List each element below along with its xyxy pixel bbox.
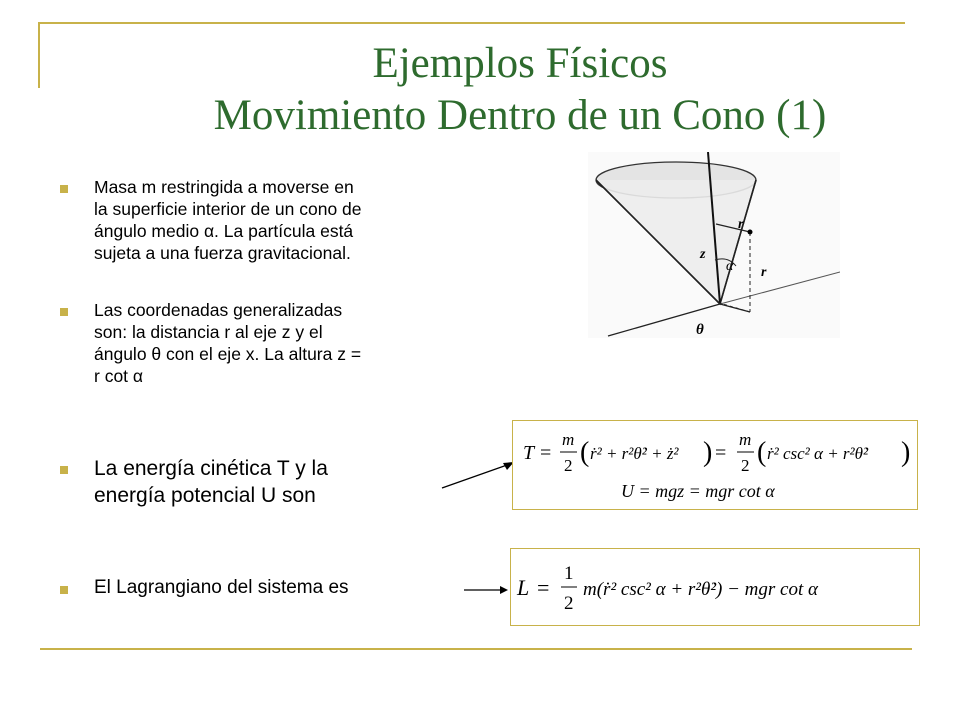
svg-text:(: ( <box>757 437 767 468</box>
kinetic-lhs: T <box>523 442 535 464</box>
bullet-line: ángulo medio α. La partícula está <box>94 221 354 241</box>
kinetic-2: 2 <box>564 456 573 475</box>
top-rule <box>40 22 905 24</box>
lagrangian-equation-box <box>510 548 920 626</box>
slide-title <box>100 38 940 142</box>
svg-text:=: = <box>537 575 550 600</box>
bullet-line: la superficie interior de un cono de <box>94 199 362 219</box>
energy-equation-box <box>512 420 918 510</box>
bullet-marker <box>60 185 68 193</box>
figure-label-z: z <box>700 247 706 262</box>
kinetic-energy-equation <box>513 421 917 509</box>
potential-equation: U = mgz = mgr cot α <box>621 481 775 501</box>
svg-text:): ) <box>703 437 713 468</box>
svg-text:m: m <box>739 430 752 449</box>
bullet-line: La energía cinética T y la <box>94 457 328 480</box>
bullet-line: energía potencial U son <box>94 484 316 507</box>
figure-label-theta: θ <box>696 322 704 338</box>
lagrangian-2: 2 <box>564 593 574 614</box>
bullet-line: Masa m restringida a moverse en <box>94 177 354 197</box>
arrow-to-lagrangian <box>462 580 510 598</box>
bullet-line: son: la distancia r al eje z y el <box>94 322 323 342</box>
bullet-energies <box>94 455 474 509</box>
lagrangian-rest: m(ṙ² csc² α + r²θ̇²) − mgr cot α <box>583 579 818 600</box>
figure-label-r-side: r <box>761 265 767 280</box>
lagrangian-1: 1 <box>564 563 574 584</box>
arrow-to-energies <box>440 458 520 492</box>
bullet-marker <box>60 586 68 594</box>
bullet-line: El Lagrangiano del sistema es <box>94 577 349 598</box>
bullet-coordinates <box>94 299 474 387</box>
cone-figure <box>588 152 840 338</box>
kinetic-inner-1: ṙ² + r²θ̇² + ż² <box>590 444 679 463</box>
left-rule <box>38 22 40 88</box>
title-line-2: Movimiento Dentro de un Cono (1) <box>213 92 827 139</box>
kinetic-m: m <box>562 430 575 449</box>
figure-label-r-top: r <box>738 217 744 232</box>
bullet-marker <box>60 308 68 316</box>
figure-label-alpha: α <box>726 259 734 274</box>
svg-text:): ) <box>901 437 911 468</box>
lagrangian-lhs: L <box>517 575 530 600</box>
bullet-line: Las coordenadas generalizadas <box>94 300 343 320</box>
bullet-mass <box>94 176 474 264</box>
svg-text:2: 2 <box>741 456 750 475</box>
bullet-marker <box>60 466 68 474</box>
svg-text:=: = <box>715 442 727 464</box>
bottom-rule <box>40 648 912 650</box>
bullet-lagrangian <box>94 577 474 599</box>
bullet-line: ángulo θ con el eje x. La altura z = <box>94 344 362 364</box>
lagrangian-equation <box>511 549 919 625</box>
bullet-line: r cot α <box>94 366 144 386</box>
bullet-line: sujeta a una fuerza gravitacional. <box>94 243 351 263</box>
svg-text:(: ( <box>580 437 590 468</box>
title-line-1: Ejemplos Físicos <box>372 40 668 87</box>
svg-text:=: = <box>540 442 552 464</box>
kinetic-inner-2: ṙ² csc² α + r²θ̇² <box>767 444 869 463</box>
